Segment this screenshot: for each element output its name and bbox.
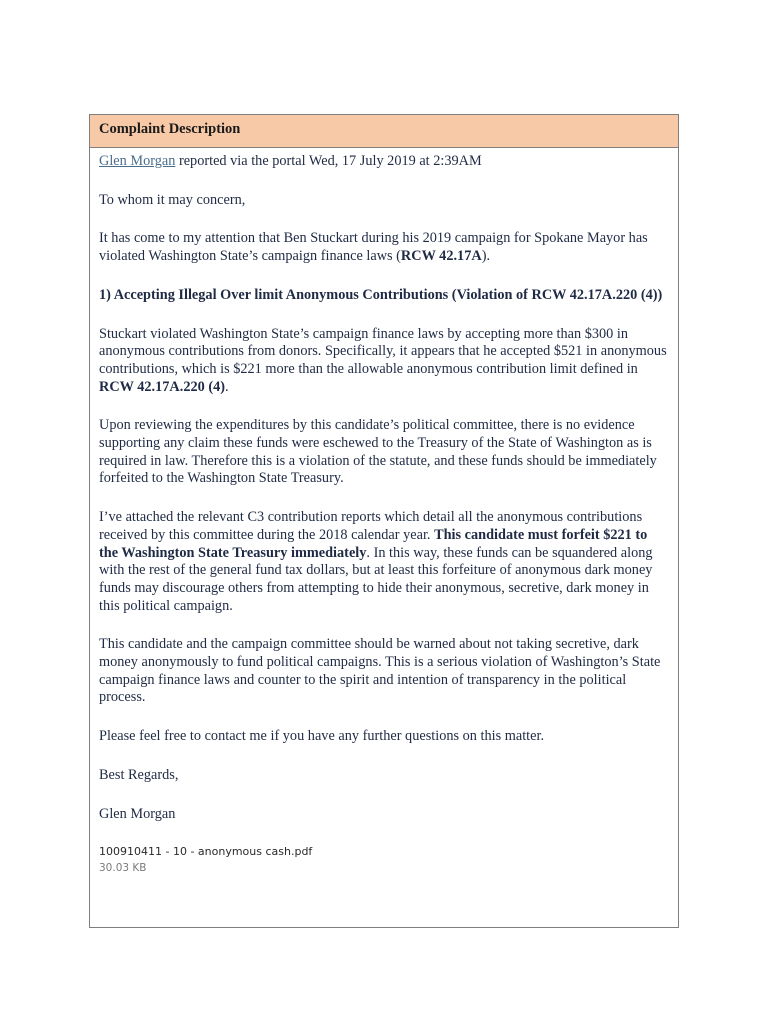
paragraph-3-end: . In this way, these funds can be squandered along with the rest of the general fund tax dollars, but at least this forfeiture of anonymous dark money funds may discourage others from attempting to hide their anonymous, secretive, dark money in this political campaign. bbox=[99, 544, 653, 614]
complaint-header: Complaint Description bbox=[90, 115, 678, 148]
paragraph-3-text: I’ve attached the relevant C3 contribution reports which detail all the anonymous contributions received by this committee during the 2018 calendar year. bbox=[99, 509, 643, 543]
greeting: To whom it may concern, bbox=[99, 191, 246, 208]
intro-paragraph bbox=[99, 230, 669, 265]
paragraph-3 bbox=[99, 509, 669, 615]
paragraph-4: This candidate and the campaign committee should be warned about not taking secretive, dark money anonymously to fund political campaigns. This is a serious violation of Washington’s State campaign finance laws and counter to the spirit and intention of transparency in the political process. bbox=[99, 636, 661, 706]
section-heading-1: 1) Accepting Illegal Over limit Anonymous Contributions (Violation of RCW 42.17A.220 (4)) bbox=[99, 286, 663, 303]
paragraph-1 bbox=[99, 326, 669, 397]
paragraph-1-law: RCW 42.17A.220 (4) bbox=[99, 378, 226, 395]
complaint-panel bbox=[89, 114, 679, 928]
reporter-link[interactable]: Glen Morgan bbox=[99, 153, 176, 169]
attachment-link[interactable]: 100910411 - 10 - anonymous cash.pdf bbox=[99, 845, 313, 859]
paragraph-3-bold: This candidate must forfeit $221 to the Washington State Treasury immediately bbox=[99, 526, 648, 561]
paragraph-1-text: Stuckart violated Washington State’s campaign finance laws by accepting more than $300 in anonymous contributions from donors. Specifically, it appears that he accepted $521 in anonymous contributions, which is $221 more than the allowable anonymous contribution limit defined in bbox=[99, 325, 667, 377]
paragraph-5: Please feel free to contact me if you have any further questions on this matter. bbox=[99, 728, 545, 745]
attachment-size: 30.03 KB bbox=[99, 862, 147, 875]
complaint-body bbox=[90, 148, 678, 876]
paragraph-1-end: . bbox=[225, 378, 229, 395]
attachment bbox=[99, 844, 669, 876]
intro-end: ). bbox=[481, 248, 491, 265]
report-meta: reported via the portal Wed, 17 July 2019 at 2:39AM bbox=[175, 153, 482, 169]
report-line bbox=[99, 153, 669, 171]
paragraph-2: Upon reviewing the expenditures by this candidate’s political committee, there is no evidence supporting any claim these funds were eschewed to the Treasury of the State of Washington as is required in law. Therefore this is a violation of the statute, and these funds should be immediately forfeited to the Washington State Treasury. bbox=[99, 417, 657, 487]
intro-text: It has come to my attention that Ben Stuckart during his 2019 campaign for Spokane Mayor has violated Washington State’s campaign finance laws ( bbox=[99, 230, 648, 265]
signature: Glen Morgan bbox=[99, 805, 176, 822]
closing: Best Regards, bbox=[99, 766, 179, 783]
intro-law: RCW 42.17A bbox=[400, 248, 482, 265]
